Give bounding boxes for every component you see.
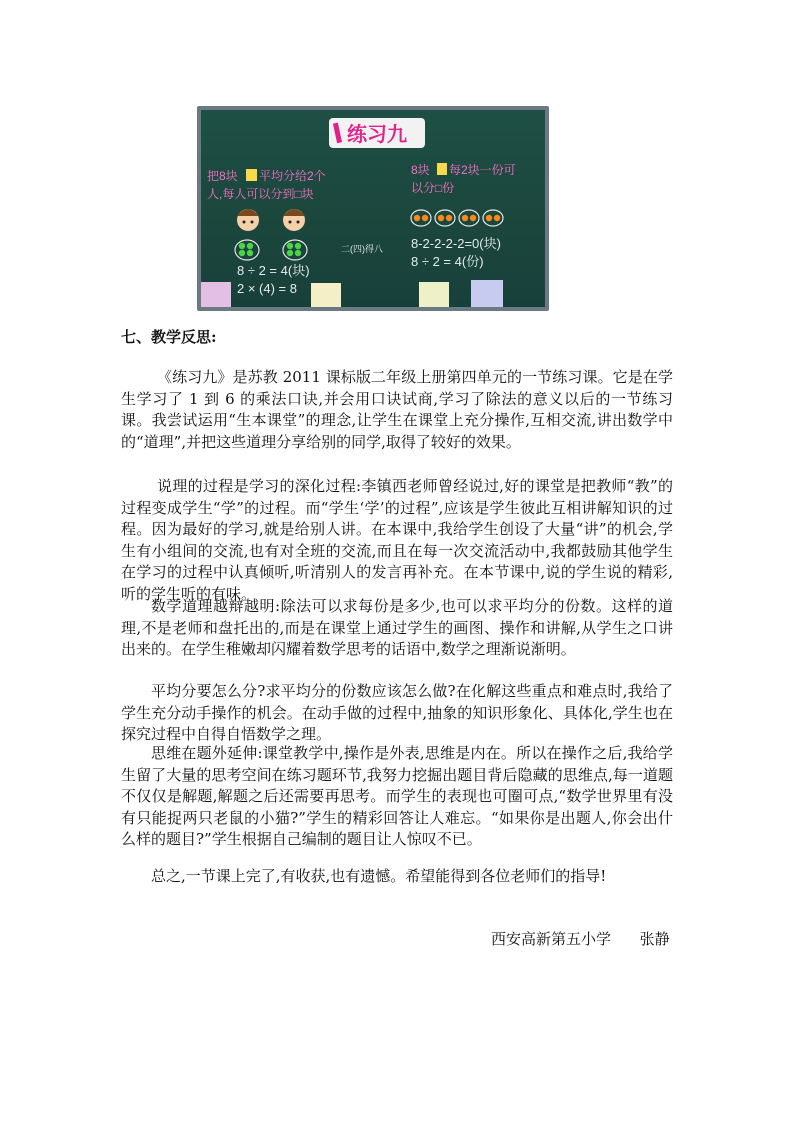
left-problem-line1b: 平均分给2个	[259, 169, 326, 183]
section-heading: 七、教学反思:	[121, 328, 217, 346]
signature	[491, 928, 670, 949]
paragraph-intro: 《练习九》是苏教 2011 课标版二年级上册第四单元的一节练习课。它是在学生学习了 1 到 6 的乘法口诀,并会用口诀试商,学习了除法的意义以后的一节练习课。我尝试运用“生本课堂”的理念,让学生在课堂上充分操作,互相交流,讲出数学中的“道理”,并把这些道理分享给别的同学,取得了较好的效果。	[121, 368, 673, 451]
blackboard-drawing	[201, 110, 545, 307]
paragraph-reasoning: 说理的过程是学习的深化过程:李镇西老师曾经说过,好的课堂是把教师“教”的过程变成学生“学”的过程。而“学生‘学’的过程”,应该是学生彼此互相讲解知识的过程。因为最好的学习,就是给别人讲。在本课中,我给学生创设了大量“讲”的机会,学生有小组间的交流,也有对全班的交流,而且在每一次交流活动中,我都鼓励其他学生在学习的过程中认真倾听,听清别人的发言再补充。在本节课中,说的学生说的精彩,听的学生听的有味。	[121, 477, 673, 603]
paragraph-summary: 总之,一节课上完了,有收获,也有遗憾。希望能得到各位老师们的指导!	[151, 867, 607, 885]
blackboard-photo	[197, 106, 549, 311]
yellow-card	[419, 282, 449, 307]
right-problem-line1b: 每2块一份可	[449, 163, 516, 177]
chocolate-box-left	[246, 169, 257, 181]
pink-card	[201, 282, 231, 307]
left-problem-line2: 人,每人可以分到□块	[207, 187, 314, 201]
school-name: 西安高新第五小学	[491, 930, 612, 948]
green-group-left	[235, 240, 259, 260]
title-text: 练习九	[347, 124, 407, 146]
blue-card	[471, 280, 503, 307]
right-equation-2: 8 ÷ 2 = 4(份)	[411, 254, 484, 269]
right-problem-line1a: 8块	[411, 163, 430, 177]
orange-pairs	[411, 210, 503, 226]
left-problem-line1a: 把8块	[207, 169, 238, 183]
right-problem-line2: 以分□份	[411, 181, 455, 195]
author-name: 张静	[639, 930, 670, 948]
chocolate-box-right	[437, 163, 447, 175]
paragraph-operation: 平均分要怎么分?求平均分的份数应该怎么做?在化解这些重点和难点时,我给了学生充分动手操作的机会。在动手做的过程中,抽象的知识形象化、具体化,学生也在探究过程中自得自悟数学之理。	[121, 682, 673, 744]
paragraph-math-reason: 数学道理越辩越明:除法可以求每份是多少,也可以求平均分的份数。这样的道理,不是老师和盘托出的,而是在课堂上通过学生的画图、操作和讲解,从学生之口讲出来的。在学生稚嫩却闪耀着数学思考的话语中,数学之理渐说渐明。	[121, 597, 673, 659]
child-face-right	[283, 209, 305, 231]
right-problem	[411, 162, 516, 195]
left-equation-2: 2 × (4) = 8	[237, 281, 297, 296]
left-equation-1: 8 ÷ 2 = 4(块)	[237, 263, 310, 278]
green-group-right	[283, 240, 307, 260]
cream-card	[311, 283, 341, 307]
multiplication-rhyme: 二(四)得八	[341, 244, 383, 254]
child-face-left	[237, 209, 259, 231]
paragraph-thinking: 思维在题外延伸:课堂教学中,操作是外表,思维是内在。所以在操作之后,我给学生留了大量的思考空间在练习题环节,我努力挖掘出题目背后隐藏的思维点,每一道题不仅仅是解题,解题之后还需要再思考。而学生的表现也可圈可点,“数学世界里有没有只能捉两只老鼠的小猫?”学生的精彩回答让人难忘。“如果你是出题人,你会出什么样的题目?”学生根据自己编制的题目让人惊叹不已。	[121, 744, 673, 849]
chalk-equations	[237, 236, 501, 296]
right-equation-1: 8-2-2-2-2=0(块)	[411, 236, 501, 251]
left-problem	[207, 168, 326, 201]
